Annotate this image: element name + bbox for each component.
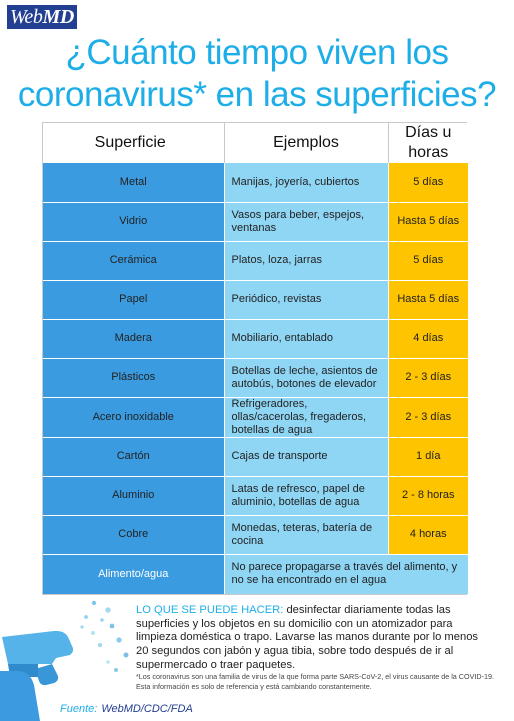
table-row	[43, 202, 468, 241]
webmd-logo	[7, 5, 77, 29]
surface-cell: Plásticos	[43, 358, 224, 397]
logo-web-text: Web	[10, 6, 43, 28]
duration-cell: 5 días	[388, 241, 468, 280]
examples-cell: Cajas de transporte	[224, 437, 388, 476]
table-row	[43, 515, 468, 554]
surface-cell: Papel	[43, 280, 224, 319]
table-row	[43, 280, 468, 319]
surface-cell: Madera	[43, 319, 224, 358]
table-row	[43, 358, 468, 397]
header-duration	[388, 123, 468, 163]
surface-cell: Metal	[43, 163, 224, 202]
examples-cell: Mobiliario, entablado	[224, 319, 388, 358]
header-duration-line-2: horas	[408, 144, 449, 161]
source-value: WebMD/CDC/FDA	[101, 703, 193, 715]
duration-cell: Hasta 5 días	[388, 280, 468, 319]
spray-droplet	[98, 643, 102, 647]
spray-droplet	[124, 653, 129, 658]
examples-cell: Latas de refresco, papel de aluminio, botellas de agua	[224, 476, 388, 515]
surface-table	[43, 123, 468, 594]
examples-cell: Refrigeradores, ollas/cacerolas, fregaderos, botellas de agua	[224, 397, 388, 437]
surface-cell: Cobre	[43, 515, 224, 554]
food-water-note: No parece propagarse a través del alimento, y no se ha encontrado en el agua	[224, 554, 468, 594]
surface-cell: Cartón	[43, 437, 224, 476]
advice-body: desinfectar diariamente todas las superficies y los objetos en su domicilio con un atomizador para limpieza doméstica o trapo. Lavarse las manos durante por lo menos 20 segundos con jabón y agua tibia, sobre todo después de ir al supermercado o traer paquetes.	[136, 604, 479, 671]
duration-cell: 2 - 3 días	[388, 397, 468, 437]
table-row	[43, 397, 468, 437]
duration-cell: 2 - 3 días	[388, 358, 468, 397]
spray-nozzle-shape	[2, 631, 73, 664]
table-row	[43, 163, 468, 202]
examples-cell: Vasos para beber, espejos, ventanas	[224, 202, 388, 241]
duration-cell: 4 horas	[388, 515, 468, 554]
examples-cell: Periódico, revistas	[224, 280, 388, 319]
surface-cell: Acero inoxidable	[43, 397, 224, 437]
table-row	[43, 319, 468, 358]
spray-droplet	[110, 624, 115, 629]
spray-droplet	[114, 668, 118, 672]
footnote: *Los coronavirus son una familia de virus de la que forma parte SARS-CoV-2, el virus causante de la COVID-19. Esta información es solo de referencia y está cambiando constantemente.	[136, 672, 494, 691]
table-row-food-water	[43, 554, 468, 594]
examples-cell: Monedas, teteras, batería de cocina	[224, 515, 388, 554]
surface-cell: Cerámica	[43, 241, 224, 280]
spray-droplet	[84, 615, 88, 619]
title-line-2: coronavirus* en las superficies?	[17, 75, 497, 114]
spray-droplet	[105, 607, 110, 612]
source-credit	[60, 703, 193, 716]
source-label: Fuente:	[60, 703, 98, 715]
duration-cell: 1 día	[388, 437, 468, 476]
title-line-1: ¿Cuánto tiempo viven los	[65, 33, 449, 72]
spray-droplet	[92, 601, 96, 605]
advice-lead: LO QUE SE PUEDE HACER:	[136, 604, 284, 616]
duration-cell: 2 - 8 horas	[388, 476, 468, 515]
spray-droplet	[80, 625, 83, 628]
header-examples: Ejemplos	[224, 123, 388, 163]
surface-cell: Vidrio	[43, 202, 224, 241]
spray-droplet	[116, 637, 121, 642]
surface-table-container	[42, 122, 467, 595]
duration-cell: 4 días	[388, 319, 468, 358]
header-surface: Superficie	[43, 123, 224, 163]
duration-cell: 5 días	[388, 163, 468, 202]
table-row	[43, 241, 468, 280]
header-duration-line-1: Días u	[405, 124, 452, 141]
duration-cell: Hasta 5 días	[388, 202, 468, 241]
spray-trigger-shape	[35, 664, 58, 685]
page-title	[0, 32, 514, 116]
advice-text	[136, 604, 491, 673]
surface-cell: Aluminio	[43, 476, 224, 515]
examples-cell: Platos, loza, jarras	[224, 241, 388, 280]
spray-droplet	[100, 618, 103, 621]
logo-md-text: MD	[42, 6, 74, 28]
examples-cell: Manijas, joyería, cubiertos	[224, 163, 388, 202]
examples-cell: Botellas de leche, asientos de autobús, botones de elevador	[224, 358, 388, 397]
table-row	[43, 476, 468, 515]
spray-bottle-body-shape	[0, 671, 40, 721]
table-header-row	[43, 123, 468, 163]
spray-droplet	[91, 631, 95, 635]
spray-droplet	[106, 660, 110, 664]
surface-cell-food-water: Alimento/agua	[43, 554, 224, 594]
table-row	[43, 437, 468, 476]
